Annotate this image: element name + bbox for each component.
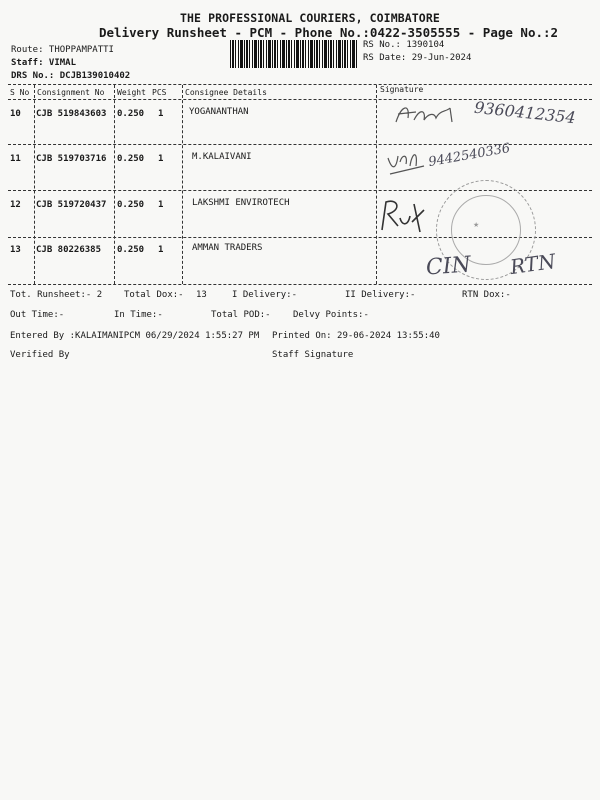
- handwritten-phone: 9360412354: [473, 97, 577, 128]
- ii-delivery: II Delivery:-: [345, 290, 416, 300]
- row-consignment-no: CJB 519843603: [36, 109, 107, 119]
- stamp-seal: ★: [436, 180, 536, 280]
- total-dox-label: Total Dox:-: [124, 290, 184, 300]
- row-consignee: YOGANANTHAN: [189, 107, 249, 117]
- row-weight: 0.250: [117, 245, 145, 255]
- barcode: [230, 40, 358, 68]
- handwritten-note: RTN: [508, 248, 557, 280]
- col-header-sno: S No: [10, 88, 30, 97]
- handwritten-note: CIN: [425, 252, 472, 281]
- col-header-pcs: PCS: [152, 88, 167, 97]
- col-divider: [34, 85, 35, 284]
- staff-label: Staff: VIMAL: [11, 58, 77, 68]
- row-consignment-no: CJB 519720437: [36, 200, 107, 210]
- printed-on: Printed On: 29-06-2024 13:55:40: [272, 331, 440, 341]
- row-consignment-no: CJB 80226385: [36, 245, 102, 255]
- row-pcs: 1: [158, 154, 164, 164]
- out-time: Out Time:-: [10, 310, 65, 320]
- row-weight: 0.250: [117, 154, 145, 164]
- row-sno: 10: [10, 109, 21, 119]
- rtn-dox: RTN Dox:-: [462, 290, 511, 300]
- row-pcs: 1: [158, 200, 164, 210]
- i-delivery: I Delivery:-: [232, 290, 298, 300]
- row-sno: 12: [10, 200, 21, 210]
- total-pod: Total POD:-: [211, 310, 271, 320]
- signature-row-10: [392, 100, 472, 130]
- entered-by: Entered By :KALAIMANIPCM 06/29/2024 1:55:27 PM: [10, 331, 260, 341]
- rs-date: RS Date: 29-Jun-2024: [363, 53, 472, 63]
- staff-signature: Staff Signature: [272, 350, 354, 360]
- delivery-points: Delvy Points:-: [293, 310, 369, 320]
- table-bottom-rule: [8, 284, 592, 285]
- in-time: In Time:-: [114, 310, 163, 320]
- row-consignee: AMMAN TRADERS: [192, 243, 263, 253]
- handwritten-phone: 9442540336: [427, 140, 512, 171]
- verified-by: Verified By: [10, 350, 70, 360]
- row-consignee: LAKSHMI ENVIROTECH: [192, 198, 290, 208]
- row-weight: 0.250: [117, 200, 145, 210]
- rs-number: RS No.: 1390104: [363, 40, 445, 50]
- row-sno: 11: [10, 154, 21, 164]
- col-divider: [376, 85, 377, 284]
- row-weight: 0.250: [117, 109, 145, 119]
- drs-number: DRS No.: DCJB139010402: [11, 71, 131, 81]
- row-consignee: M.KALAIVANI: [192, 152, 252, 162]
- runsheet-subtitle: Delivery Runsheet - PCM - Phone No.:0422-3505555 - Page No.:2: [99, 25, 559, 40]
- col-divider: [182, 85, 183, 284]
- company-title: THE PROFESSIONAL COURIERS, COIMBATORE: [180, 11, 440, 25]
- total-runsheet: Tot. Runsheet:- 2: [10, 290, 103, 300]
- signature-row-11: [384, 148, 434, 176]
- col-header-consignee: Consignee Details: [185, 88, 267, 97]
- total-dox-value: 13: [196, 290, 207, 300]
- signature-row-12: [376, 196, 436, 236]
- row-consignment-no: CJB 519703716: [36, 154, 107, 164]
- col-header-weight: Weight: [117, 88, 146, 97]
- table-top-rule: [8, 84, 592, 85]
- col-header-consignment: Consignment No: [37, 88, 105, 97]
- row-pcs: 1: [158, 109, 164, 119]
- col-header-signature: Signature: [380, 85, 424, 94]
- col-divider: [114, 85, 115, 284]
- row-pcs: 1: [158, 245, 164, 255]
- row-sno: 13: [10, 245, 21, 255]
- route-label: Route: THOPPAMPATTI: [11, 45, 114, 55]
